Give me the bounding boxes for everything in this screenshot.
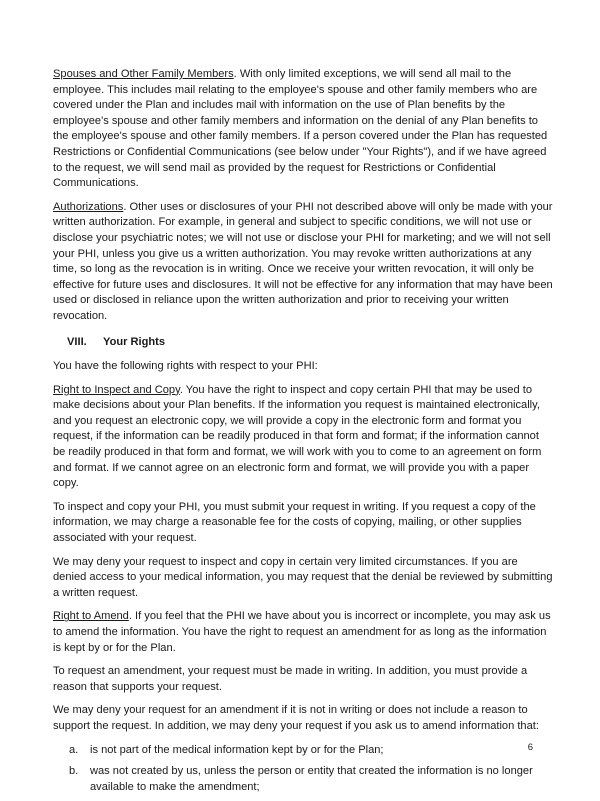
- paragraph-inspect-body: . You have the right to inspect and copy certain PHI that may be used to make decisions about your Plan benefits. If the information you request is maintained electronically, and you request an electronic copy, we will provide a copy in the electronic form and format you request, if the information can be readily produced in that form and format; if the information cannot be readily produced in that form and format, we will work with you to come to an agreement on form and format. If we cannot agree on an electronic form and format, we will provide you with a paper copy.: [53, 383, 542, 490]
- rights-intro: You have the following rights with respect to your PHI:: [53, 360, 318, 373]
- list-marker: a.: [69, 743, 79, 756]
- page-number: 6: [527, 742, 533, 753]
- list-text: is not part of the medical information kept by or for the Plan;: [90, 743, 384, 756]
- paragraph-authorizations-body: . Other uses or disclosures of your PHI not described above will only be made with your written authorization. For example, in general and subject to specific conditions, we will not use or disclose your psychiatric notes; we will not use or disclose your PHI for marketing; and we will not sell your PHI, unless you give us a written authorization. You may revoke written authorizations at any time, so long as the revocation is in writing. Once we receive your written revocation, it will only be effective for future uses and disclosures. It will not be effective for any information that may have been used or disclosed in reliance upon the written authorization and prior to receiving your written revocation.: [53, 200, 553, 322]
- page-content: [53, 67, 553, 801]
- list-marker: b.: [69, 765, 79, 778]
- paragraph-authorizations: [53, 200, 553, 325]
- paragraph-inspect: [53, 383, 553, 492]
- list-text: was not created by us, unless the person or entity that created the information is no longer available to make the amendment;: [90, 765, 533, 793]
- paragraph-spouses-title: Spouses and Other Family Members: [53, 68, 234, 80]
- list-item: [53, 743, 553, 759]
- list-item: [53, 764, 553, 795]
- paragraph-amend-request: To request an amendment, your request must be made in writing. In addition, you must provide a reason that supports your request.: [53, 665, 528, 693]
- amend-deny-list: [53, 743, 553, 796]
- paragraph-spouses-body: . With only limited exceptions, we will send all mail to the employee. This includes mail relating to the employee's spouse and other family members who are covered under the Plan and includes mail with information on the use of Plan benefits by the employee's spouse and other family members and information on the denial of any Plan benefits to the employee's spouse and other family members. If a person covered under the Plan has requested Restrictions or Confidential Communications (see below under "Your Rights"), and if we have agreed to the request, we will send mail as provided by the request for Restrictions or Confidential Communications.: [53, 68, 548, 190]
- paragraph-amend-title: Right to Amend: [53, 610, 129, 623]
- paragraph-amend: [53, 609, 553, 656]
- paragraph-authorizations-title: Authorizations: [53, 200, 124, 213]
- paragraph-inspect-request: To inspect and copy your PHI, you must submit your request in writing. If you request a copy of the information, we may charge a reasonable fee for the costs of copying, mailing, or other supplies associated with your request.: [53, 500, 536, 545]
- section-title: Your Rights: [103, 335, 166, 348]
- paragraph-amend-body: . If you feel that the PHI we have about you is incorrect or incomplete, you may ask us to amend the information. You have the right to request an amendment for as long as the information is kept by or for the Plan.: [53, 610, 551, 654]
- paragraph-amend-deny: We may deny your request for an amendment if it is not in writing or does not include a reason to support the request. In addition, we may deny your request if you ask us to amend information that:: [53, 704, 539, 732]
- section-heading: [67, 335, 553, 351]
- paragraph-inspect-title: Right to Inspect and Copy: [53, 383, 180, 396]
- paragraph-inspect-deny: We may deny your request to inspect and copy in certain very limited circumstances. If you are denied access to your medical information, you may request that the denial be reviewed by submitting a written request.: [53, 555, 553, 599]
- section-number: VIII.: [67, 335, 87, 348]
- paragraph-spouses: [53, 67, 553, 192]
